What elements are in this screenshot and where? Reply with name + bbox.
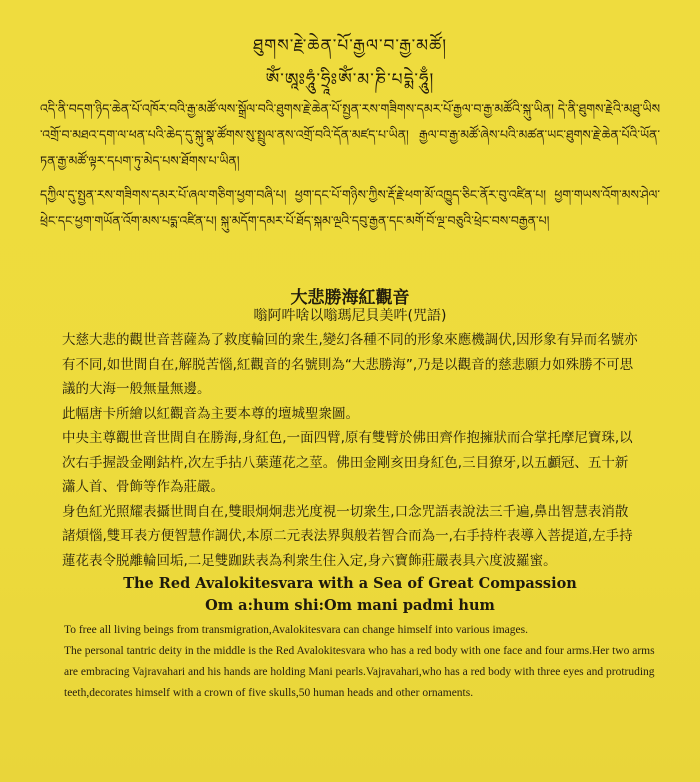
- tibetan-mantra: ཨོཾ་ཨཱཿཧཱུཾ་ཧྲཱིཿཨོཾ་མ་ཎི་པདྨེ་ཧཱུྃ།: [265, 70, 435, 90]
- english-mantra: Om a:hum shi:Om mani padmi hum: [205, 597, 495, 614]
- chinese-paragraph: 大慈大悲的觀世音菩薩為了救度輪回的衆生,變幻各種不同的形象來應機調伏,因形象有异而名號亦有不同,如世間自在,解脱苦惱,紅觀音的名號則為“大悲勝海”,乃是以觀音的慈悲願力如殊勝不可思議的大海一般無量無邊。: [62, 332, 638, 397]
- english-title: The Red Avalokitesvara with a Sea of Great Compassion: [123, 575, 577, 592]
- tibetan-paragraph-2: དཀྱིལ་དུ་སྤྱན་རས་གཟིགས་དམར་པོ་ཞལ་གཅིག་ཕྱག་བཞི་པ། ཕྱག་དང་པོ་གཉིས་ཀྱིས་རྡོ་རྗེ་ཕག་མོ་འཁྱུད་ཅིང་ནོར་བུ་འཛིན་པ། ཕྱག་གཡས་འོག་མས་ཤེལ་ཕྲེང་དང་ཕྱག་གཡོན་འོག་མས་པདྨ་འཛིན་པ། སྐུ་མདོག་དམར་པོ་ཐོད་སྐམ་ལྔའི་དབུ་རྒྱན་དང་མགོ་བོ་ལྔ་བཅུའི་ཕྲེང་བས་བརྒྱན་པ།: [40, 187, 660, 228]
- chinese-paragraph: 身色紅光照耀表攝世間自在,雙眼炯炯悲光度視一切衆生,口念咒語表說法三千遍,鼻出智慧表消散諸煩惱,雙耳表方便智慧作調伏,本原二元表法界與般若智合而為一,右手持杵表導入菩提道,左手持蓮花表令脱離輪回垢,二足雙跏趺表為利衆生住入定,身六寶飾莊嚴表具六度波羅蜜。: [62, 503, 633, 569]
- chinese-paragraph: 中央主尊觀世音世間自在勝海,身紅色,一面四臂,原有雙臂於佛田齊作抱擁狀而合掌托摩尼寶珠,以次右手握設金剛鈷杵,次左手拈八葉蓮花之莖。佛田金剛亥田身紅色,三目獠牙,以五顱冠、五十新瀟人首、骨飾等作為莊嚴。: [62, 430, 633, 495]
- tibetan-title: ཐུགས་རྗེ་ཆེན་པོ་རྒྱལ་བ་རྒྱ་མཚོ།: [253, 36, 447, 56]
- chinese-title: 大悲勝海紅觀音: [290, 288, 410, 308]
- chinese-subtitle: 嗡阿吽啥以嗡瑪尼貝美吽(咒語): [253, 308, 447, 324]
- english-paragraph: To free all living beings from transmigration,Avalokitesvara can change himself into various images.: [64, 624, 528, 636]
- chinese-body: [62, 328, 640, 573]
- english-body: [40, 620, 658, 704]
- english-paragraph: The personal tantric deity in the middle is the Red Avalokitesvara who has a red body with one face and four arms.Her two arms are embracing Vajravahari and his hands are holding Mani pearls.Vajravahari,who has a red body with three eyes and protruding teeth,decorates himself with a crown of five skulls,50 human heads and other ornaments.: [64, 645, 655, 699]
- tibetan-paragraph-1: འདི་ནི་བདག་ཉིད་ཆེན་པོ་འཁོར་བའི་རྒྱ་མཚོ་ལས་སྒྲོལ་བའི་ཐུགས་རྗེ་ཆེན་པོ་སྤྱན་རས་གཟིགས་དམར་པོ་རྒྱལ་བ་རྒྱ་མཚོའི་སྐུ་ཡིན། དེ་ནི་ཐུགས་རྗེའི་མཐུ་ཡིས་འགྲོ་བ་མཐའ་དག་ལ་ཕན་པའི་ཆེད་དུ་སྐུ་སྣ་ཚོགས་སུ་སྤྲུལ་ནས་འགྲོ་བའི་དོན་མཛད་པ་ཡིན། རྒྱལ་བ་རྒྱ་མཚོ་ཞེས་པའི་མཚན་ཡང་ཐུགས་རྗེ་ཆེན་པོའི་ཡོན་ཏན་རྒྱ་མཚོ་ལྟར་དཔག་ཏུ་མེད་པས་ཐོགས་པ་ཡིན།: [40, 101, 661, 168]
- chinese-paragraph: 此幅唐卡所繪以紅觀音為主要本尊的壇城聖衆圖。: [62, 405, 359, 422]
